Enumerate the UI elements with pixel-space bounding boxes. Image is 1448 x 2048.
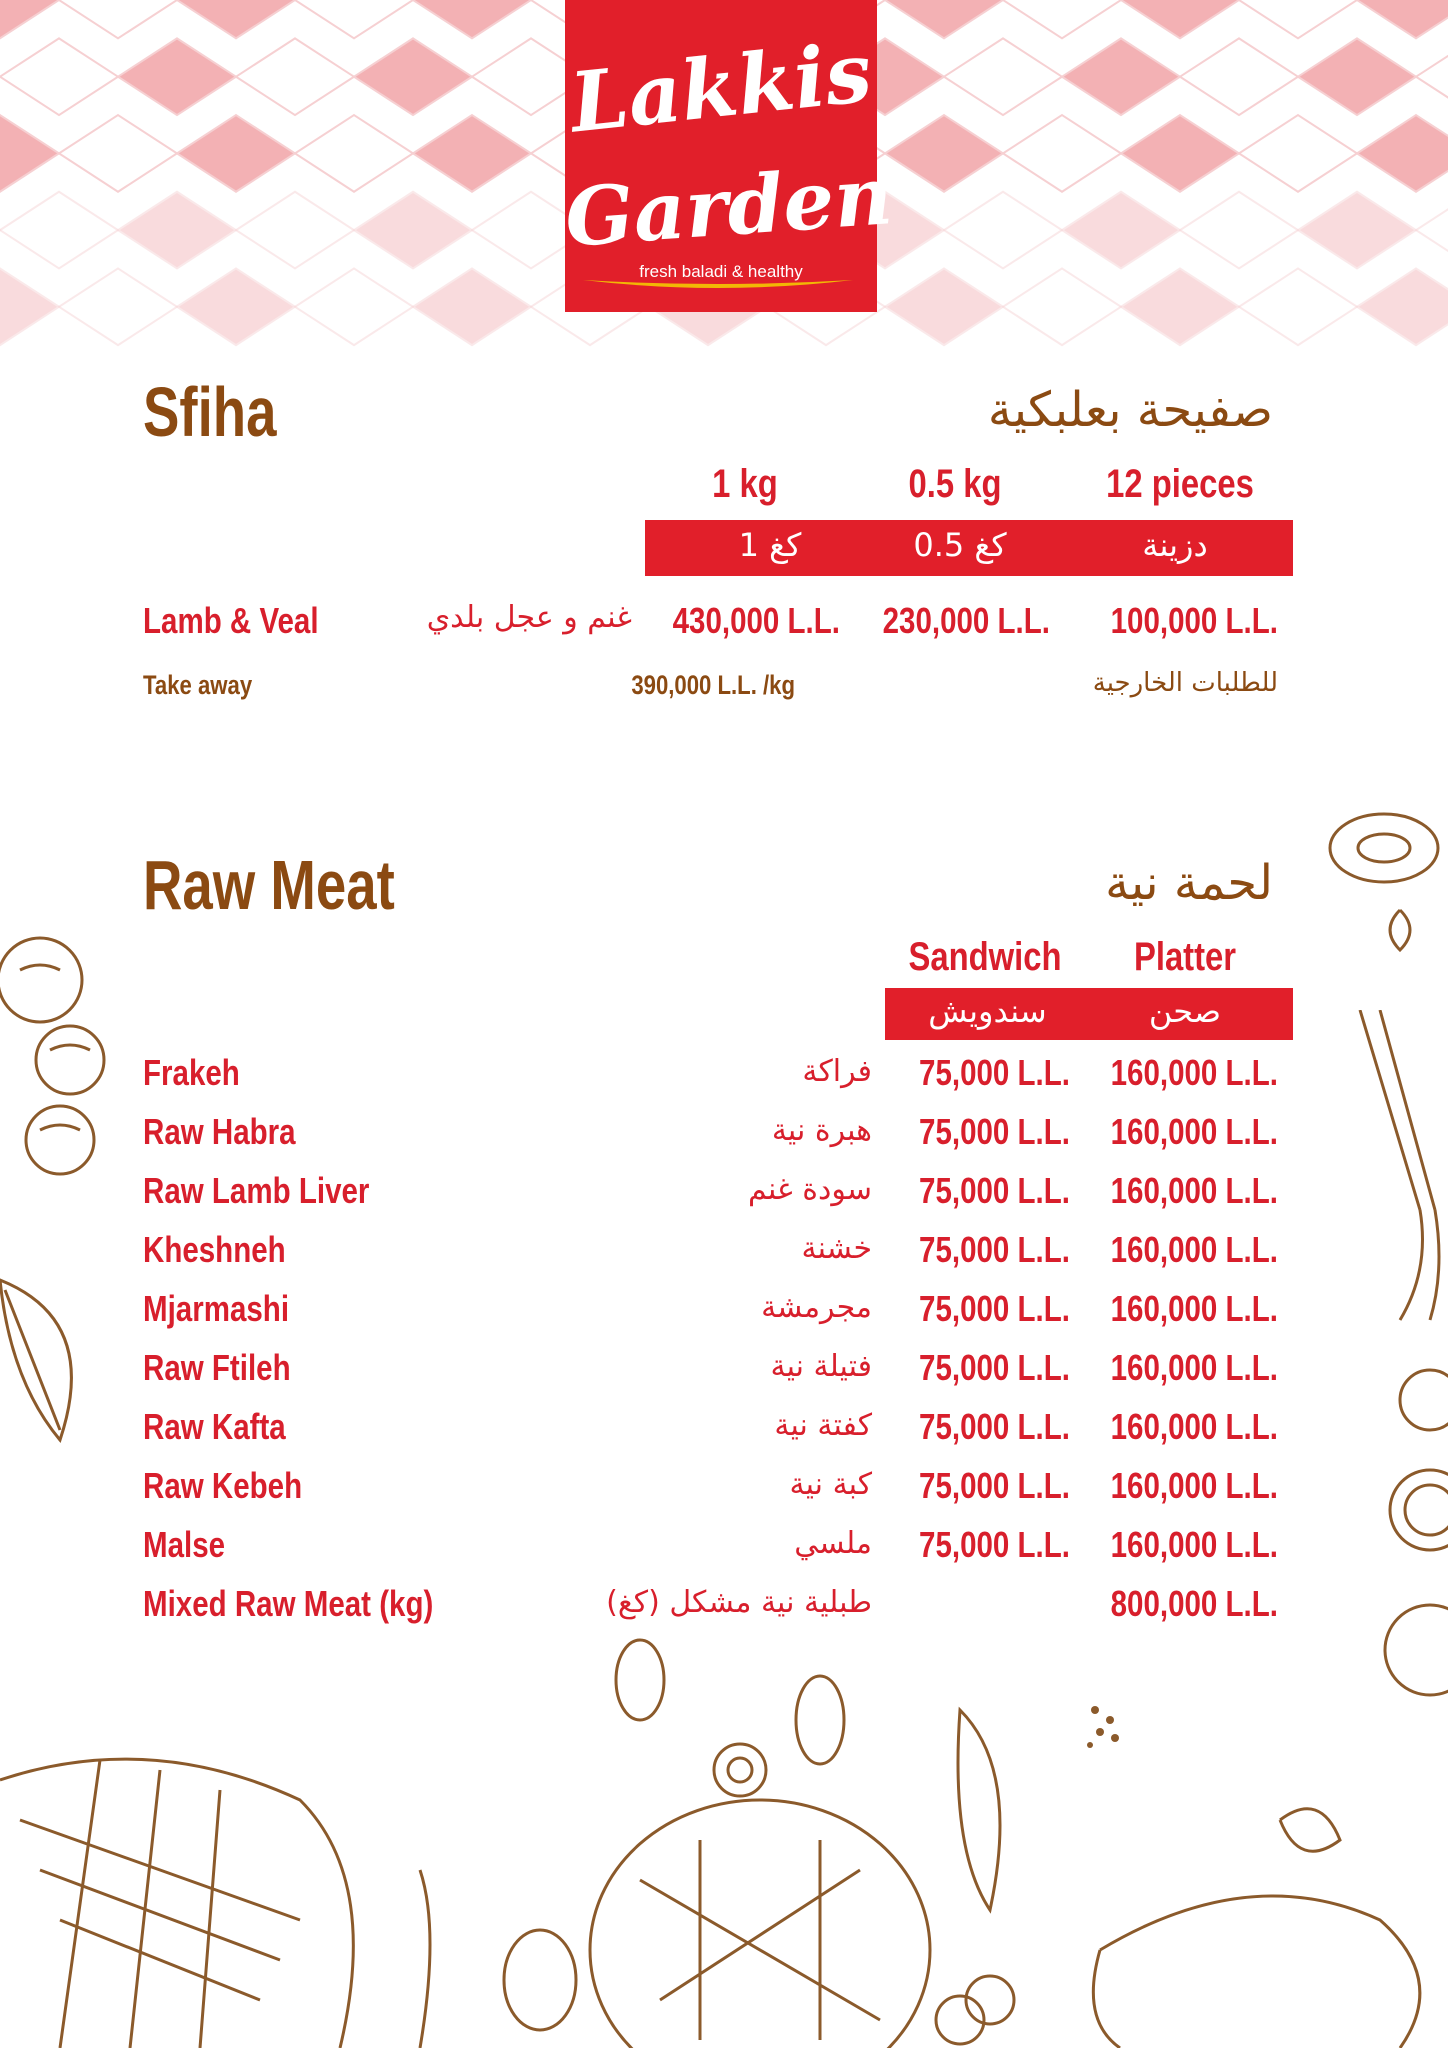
- pattern-diamond: [0, 38, 118, 115]
- pattern-diamond: [0, 0, 59, 38]
- raw-meat-price-platter: 160,000 L.L.: [1110, 1524, 1278, 1565]
- leaf-sketch-icon: [0, 1260, 110, 1460]
- sfiha-item-name-arabic: غنم و عجل بلدي: [426, 600, 632, 635]
- takeaway-label-arabic: للطلبات الخارجية: [1092, 668, 1278, 698]
- raw-meat-price-sandwich: 75,000 L.L.: [919, 1111, 1070, 1152]
- pattern-diamond: [885, 268, 1003, 345]
- raw-meat-item-name-arabic: فتيلة نية: [770, 1349, 872, 1384]
- sfiha-col-12-pieces-arabic: دزينة: [1142, 526, 1208, 564]
- raw-meat-item-name-arabic: سودة غنم: [748, 1172, 872, 1207]
- pattern-diamond: [0, 115, 59, 192]
- pattern-diamond: [59, 0, 177, 38]
- pattern-diamond: [1062, 192, 1180, 269]
- raw-meat-col-sandwich-arabic: سندويش: [928, 992, 1047, 1030]
- pattern-diamond: [1121, 115, 1239, 192]
- raw-meat-price-sandwich: 75,000 L.L.: [919, 1170, 1070, 1211]
- raw-meat-price-sandwich: 75,000 L.L.: [919, 1229, 1070, 1270]
- raw-meat-title-arabic: لحمة نية: [1105, 855, 1273, 911]
- food-illustrations-footer: [0, 1620, 1448, 2048]
- raw-meat-item-name: Mixed Raw Meat (kg): [143, 1583, 434, 1624]
- pattern-diamond: [0, 192, 118, 269]
- sfiha-col-half-kg: 0.5 kg: [908, 462, 1002, 506]
- pattern-diamond: [59, 115, 177, 192]
- pattern-diamond: [1357, 268, 1448, 345]
- pattern-diamond: [236, 192, 354, 269]
- pattern-diamond: [354, 38, 472, 115]
- pattern-diamond: [295, 268, 413, 345]
- raw-meat-item-name: Raw Kebeh: [143, 1465, 303, 1506]
- raw-meat-title: Raw Meat: [143, 846, 395, 924]
- pattern-diamond: [1180, 38, 1298, 115]
- spring-onion-sketch-icon: [1350, 1010, 1448, 1340]
- sfiha-price-12-pieces: 100,000 L.L.: [1110, 600, 1278, 641]
- sfiha-col-1kg-arabic: 1 كغ: [738, 526, 802, 564]
- sfiha-item-name: Lamb & Veal: [143, 600, 319, 641]
- raw-meat-item-name-arabic: ملسي: [794, 1526, 872, 1561]
- pattern-diamond: [1357, 0, 1448, 38]
- pattern-diamond: [1003, 268, 1121, 345]
- pattern-diamond: [1121, 268, 1239, 345]
- sfiha-title-arabic: صفيحة بعلبكية: [987, 382, 1273, 438]
- raw-meat-header-bar: [885, 988, 1293, 1040]
- pattern-diamond: [944, 38, 1062, 115]
- pattern-diamond: [295, 115, 413, 192]
- pattern-diamond: [0, 268, 59, 345]
- pattern-diamond: [1298, 38, 1416, 115]
- raw-meat-item-name-arabic: كفتة نية: [774, 1408, 872, 1443]
- raw-meat-price-platter: 160,000 L.L.: [1110, 1347, 1278, 1388]
- pattern-diamond: [885, 0, 1003, 38]
- raw-meat-price-platter: 160,000 L.L.: [1110, 1406, 1278, 1447]
- raw-meat-item-name-arabic: مجرمشة: [761, 1290, 872, 1325]
- logo-tagline: fresh baladi & healthy: [639, 262, 803, 281]
- raw-meat-price-sandwich: 75,000 L.L.: [919, 1524, 1070, 1565]
- raw-meat-price-platter: 160,000 L.L.: [1110, 1229, 1278, 1270]
- takeaway-label: Take away: [143, 670, 253, 700]
- pattern-diamond: [1357, 115, 1448, 192]
- sfiha-col-1kg: 1 kg: [712, 462, 778, 506]
- raw-meat-price-sandwich: 75,000 L.L.: [919, 1052, 1070, 1093]
- pattern-diamond: [177, 115, 295, 192]
- raw-meat-item-name-arabic: فراكة: [802, 1054, 872, 1089]
- pattern-diamond: [295, 0, 413, 38]
- takeaway-price: 390,000 L.L. /kg: [631, 670, 795, 700]
- pattern-diamond: [1239, 268, 1357, 345]
- raw-meat-price-platter: 800,000 L.L.: [1110, 1583, 1278, 1624]
- logo-swoosh-icon: [583, 276, 853, 294]
- tomatoes-sketch-icon: [0, 920, 140, 1180]
- pattern-diamond: [1180, 192, 1298, 269]
- logo-text-lakkis: Lakkis: [565, 24, 877, 152]
- nut-sketch-icon: [1320, 800, 1448, 960]
- raw-meat-price-platter: 160,000 L.L.: [1110, 1288, 1278, 1329]
- pattern-diamond: [118, 38, 236, 115]
- raw-meat-price-sandwich: 75,000 L.L.: [919, 1347, 1070, 1388]
- pattern-diamond: [177, 0, 295, 38]
- sfiha-header-bar: [645, 520, 1293, 576]
- raw-meat-item-name: Frakeh: [143, 1052, 240, 1093]
- raw-meat-item-name-arabic: كبة نية: [789, 1467, 872, 1502]
- pattern-diamond: [1239, 0, 1357, 38]
- raw-meat-item-name-arabic: طبلية نية مشكل (كغ): [606, 1585, 872, 1620]
- raw-meat-price-sandwich: 75,000 L.L.: [919, 1465, 1070, 1506]
- raw-meat-item-name-arabic: خشنة: [801, 1231, 872, 1266]
- sfiha-col-half-kg-arabic: 0.5 كغ: [913, 526, 1007, 564]
- pattern-diamond: [236, 38, 354, 115]
- sfiha-col-12-pieces: 12 pieces: [1106, 462, 1254, 506]
- brand-logo: [562, 0, 896, 312]
- pattern-diamond: [1062, 38, 1180, 115]
- raw-meat-item-name: Mjarmashi: [143, 1288, 290, 1329]
- pattern-diamond: [1239, 115, 1357, 192]
- raw-meat-col-sandwich: Sandwich: [908, 935, 1062, 979]
- pattern-diamond: [59, 268, 177, 345]
- raw-meat-price-sandwich: 75,000 L.L.: [919, 1288, 1070, 1329]
- raw-meat-item-name: Raw Habra: [143, 1111, 296, 1152]
- pattern-diamond: [1298, 192, 1416, 269]
- pattern-diamond: [1416, 38, 1448, 115]
- raw-meat-item-name: Malse: [143, 1524, 226, 1565]
- raw-meat-price-platter: 160,000 L.L.: [1110, 1052, 1278, 1093]
- raw-meat-col-platter-arabic: صحن: [1148, 992, 1222, 1030]
- pattern-diamond: [413, 0, 531, 38]
- sfiha-title: Sfiha: [143, 373, 277, 451]
- raw-meat-item-name: Raw Lamb Liver: [143, 1170, 370, 1211]
- raw-meat-price-platter: 160,000 L.L.: [1110, 1170, 1278, 1211]
- pattern-diamond: [413, 115, 531, 192]
- raw-meat-price-sandwich: 75,000 L.L.: [919, 1406, 1070, 1447]
- pattern-diamond: [1416, 192, 1448, 269]
- raw-meat-item-name: Raw Kafta: [143, 1406, 286, 1447]
- pattern-diamond: [1121, 0, 1239, 38]
- logo-text-garden: Garden: [562, 148, 896, 265]
- pattern-diamond: [1003, 0, 1121, 38]
- raw-meat-item-name: Raw Ftileh: [143, 1347, 291, 1388]
- pattern-diamond: [118, 192, 236, 269]
- pattern-diamond: [885, 115, 1003, 192]
- raw-meat-price-platter: 160,000 L.L.: [1110, 1111, 1278, 1152]
- raw-meat-price-platter: 160,000 L.L.: [1110, 1465, 1278, 1506]
- pattern-diamond: [177, 268, 295, 345]
- raw-meat-item-name-arabic: هبرة نية: [771, 1113, 872, 1148]
- pattern-diamond: [413, 268, 531, 345]
- sfiha-price-1kg: 430,000 L.L.: [672, 600, 840, 641]
- pattern-diamond: [354, 192, 472, 269]
- raw-meat-item-name: Kheshneh: [143, 1229, 286, 1270]
- raw-meat-col-platter: Platter: [1133, 935, 1237, 979]
- sfiha-price-half-kg: 230,000 L.L.: [882, 600, 1050, 641]
- pattern-diamond: [944, 192, 1062, 269]
- pattern-diamond: [1003, 115, 1121, 192]
